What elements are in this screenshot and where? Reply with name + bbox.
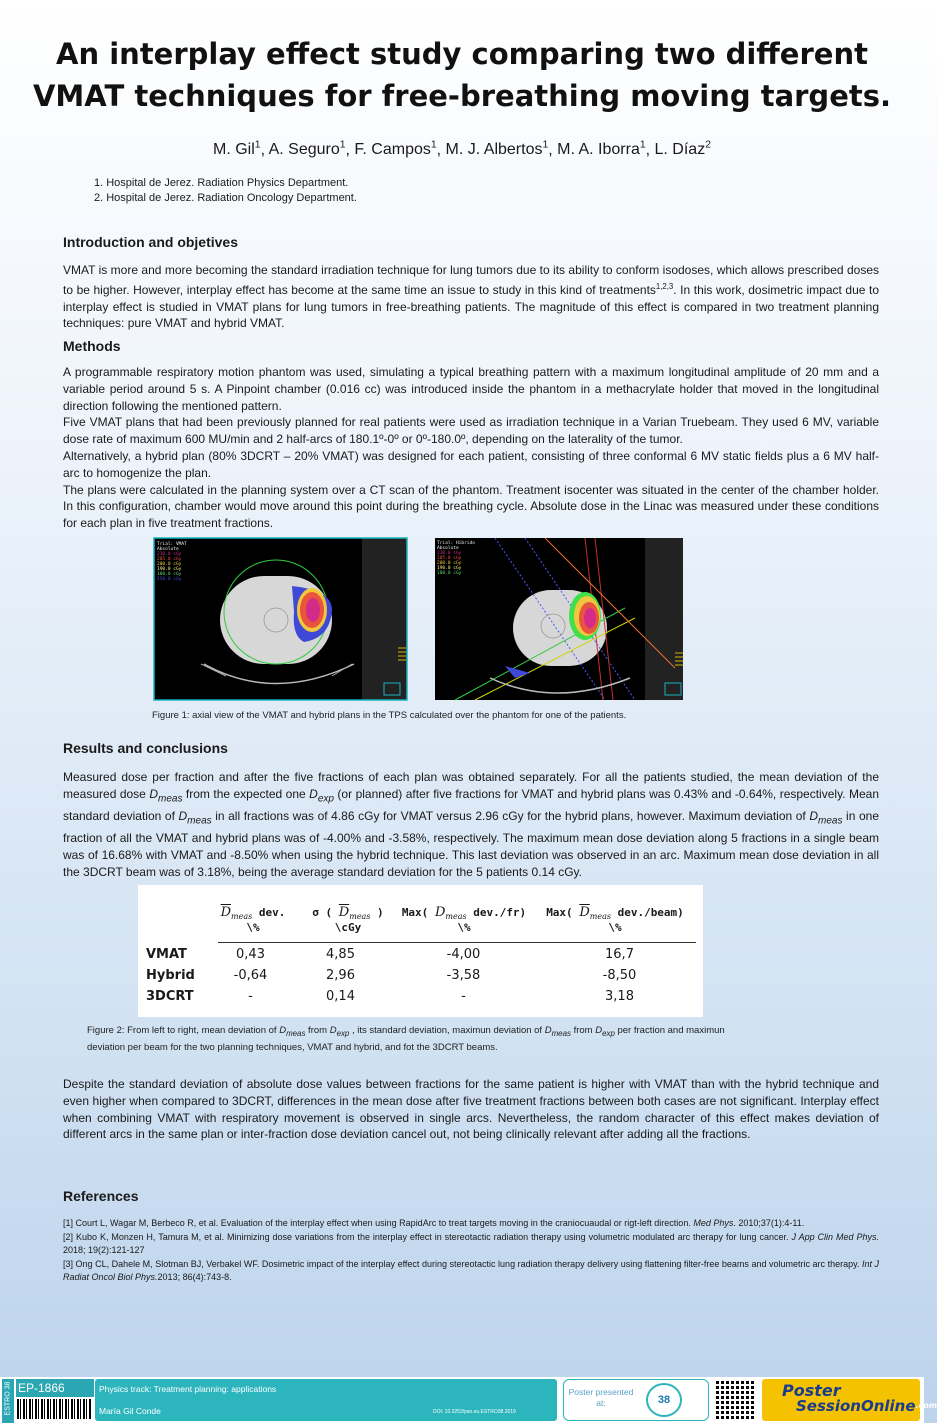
- vmat-isodose-190-label: 190.0 cGy: [157, 567, 182, 572]
- methods-paragraph-1: A programmable respiratory motion phantom was used, simulating a typical breathing pattern with a maximum longitudinal amplitude of 20 mm and a variable period around 5 s. A Pinpoint chamber (0.016 cc) was introduced inside the phantom in a methacrylate holder that moved in the longitudinal direction following the mentioned pattern.: [63, 365, 879, 413]
- table-cell: -3,58: [446, 968, 481, 983]
- author-name: M. Gil$^1$: [213, 140, 261, 159]
- qr-code-icon: [716, 1381, 756, 1419]
- poster-title: An interplay effect study comparing two different VMAT techniques for free-breathing moving targets.: [32, 37, 892, 113]
- vmat-absolute-label: Absolute: [157, 547, 179, 552]
- hybrid-isodose-200-label: 200.0 cGy: [437, 561, 462, 566]
- author-name: L. Díaz$^2$: [654, 140, 711, 159]
- hybrid-isodose-205-label: 205.0 cGy: [437, 556, 462, 561]
- table-row-label-3dcrt: 3DCRT: [146, 989, 194, 1004]
- methods-heading: Methods: [63, 338, 121, 354]
- affiliation-2: 2. Hospital de Jerez. Radiation Oncology Department.: [94, 192, 357, 204]
- vmat-isodose-180-label: 180.0 cGy: [157, 572, 182, 577]
- vmat-isodose-150-label: 150.0 cGy: [157, 577, 182, 582]
- table-cell: 16,7: [605, 947, 634, 962]
- methods-paragraph-2: Five VMAT plans that had been previously planned for real patients were used as irradiation technique in a Varian Truebeam. They used 6 MV, variable dose rate of maximum 600 MU/min and 2 half-arcs of 180.1º-0º or 0º-180.0º, depending on the laterality of the tumor.: [63, 415, 879, 447]
- estro-logo-icon: 38: [646, 1383, 682, 1417]
- table-cell: -: [248, 989, 253, 1004]
- conclusion-text: Despite the standard deviation of absolute dose values between fractions for the same patient is higher with VMAT than with the hybrid technique and even higher when compared to 3DCRT, differences in the mean dose after five treatment fractions between both cases are not significant. Interplay effect when combining VMAT with respiratory movement is observed in single arcs. Nevertheless, the random character of this effect makes deviation of different arcs in the same plan or inter-fraction dose deviation cancel out, not being clinically relevant after adding all the fractions.: [63, 1077, 879, 1142]
- methods-text: [63, 364, 879, 532]
- table-cell: 3,18: [605, 989, 634, 1004]
- footer-track-panel: [95, 1379, 557, 1421]
- intro-heading: Introduction and objetives: [63, 234, 239, 250]
- author-name: M. A. Iborra$^1$: [557, 140, 646, 159]
- vmat-isodose-205-label: 205.0 cGy: [157, 557, 182, 562]
- hybrid-isodose-190-label: 190.0 cGy: [437, 566, 462, 571]
- reference-3: [3] Ong CL, Dahele M, Slotman BJ, Verbakel WF. Dosimetric impact of the interplay effect during stereotactic lung radiation therapy delivery using flattening filter-free beams and volumetric arc therapy. Int J Radiat Oncol Biol Phys.2013; 86(4):743-8.: [63, 1259, 879, 1282]
- hybrid-trial-label: Trial: Hibrido: [437, 541, 475, 546]
- presented-at-box: [563, 1379, 709, 1421]
- hybrid-absolute-label: Absolute: [437, 546, 459, 551]
- references-heading: References: [63, 1188, 139, 1204]
- table-header-max-dev-fraction: Max( $D_{meas}$ dev./fr) \%: [401, 905, 527, 935]
- barcode-icon: [17, 1399, 91, 1419]
- table-cell: -0,64: [233, 968, 268, 983]
- table-row-label-vmat: VMAT: [146, 947, 187, 962]
- table-header-rule: [218, 942, 696, 943]
- figure1-caption: Figure 1: axial view of the VMAT and hybrid plans in the TPS calculated over the phantom for one of the patients.: [152, 710, 627, 721]
- affiliation-1: 1. Hospital de Jerez. Radiation Physics Department.: [94, 177, 349, 189]
- presented-at-text: Poster presented at:: [568, 1387, 634, 1408]
- hybrid-isodose-210-label: 210.0 cGy: [437, 551, 462, 556]
- table-cell: -: [461, 989, 466, 1004]
- poster-code: EP-1866: [16, 1379, 94, 1397]
- vmat-isodose-200-label: 200.0 cGy: [157, 562, 182, 567]
- table-header-mean-dev: $\overline{D}_{meas}$ dev. \%: [220, 905, 286, 935]
- results-text: Measured dose per fraction and after the five fractions of each plan was obtained separately. For all the patients studied, the mean deviation of the measured dose $D_{meas}$ from the expected one $D_{exp}$ (or planned) after five fractions for VMAT and hybrid plans was 0.43% and -0.64%, respectively. Mean standard deviation of $D_{meas}$ in all fractions was of 4.86 cGy for VMAT versus 2.96 cGy for the hybrid plans, however. Maximum deviation of $D_{meas}$ in one fraction of all the VMAT and hybrid plans was of -4.00% and -3.58%, respectively. The maximum mean dose deviation along 5 fractions in a single beam was of 16.68% with VMAT and -8.50% when using the hybrid technique. This last deviation was observed in an arc. Maximum mean dose deviation in all the 3DCRT beam was of 3.18%, being the average standard deviation for the 5 patients 0.14 cGy.: [63, 770, 879, 879]
- figure1-vmat-image: [154, 538, 407, 700]
- reference-1: [1] Court L, Wagar M, Berbeco R, et al. Evaluation of the interplay effect when using RapidArc to treat targets moving in the craniocuaudal or rigt-left direction. Med Phys. 2010;37(1):4-11.: [63, 1218, 805, 1228]
- vmat-isodose-210-label: 210.0 cGy: [157, 552, 182, 557]
- table-header-max-dev-beam: Max( $\overline{D}_{meas}$ dev./beam) \%: [546, 905, 684, 935]
- table-cell: -8,50: [602, 968, 637, 983]
- footer-bar: [0, 1375, 937, 1423]
- methods-paragraph-3: Alternatively, a hybrid plan (80% 3DCRT – 20% VMAT) was designed for each patient, consisting of three conformal 6 MV static fields plus a 6 MV half-arc to homogenize the plan.: [63, 448, 879, 480]
- intro-text: VMAT is more and more becoming the standard irradiation technique for lung tumors due to its ability to conform isodoses, which allows prescribed doses to be higher. However, interplay effect has become at the same time an issue to study in this kind of treatments$^{1,2,3}$. In this work, dosimetric impact due to interplay effect is studied in VMAT plans for lung tumors in free-breathing patients. The magnitude of this effect is compared in two treatment planning techniques: pure VMAT and hybrid VMAT.: [63, 263, 880, 331]
- methods-paragraph-4: The plans were calculated in the planning system over a CT scan of the phantom. Treatment isocenter was situated in the center of the chamber holder. In this configuration, chamber would move around this point during the breathing cycle. Absolute dose in the Linac was measured under these conditions for each plan in five treatment fractions.: [63, 482, 879, 531]
- hybrid-isodose-180-label: 180.0 cGy: [437, 571, 462, 576]
- reference-2: [2] Kubo K, Monzen H, Tamura M, et al. Minimizing dose variations from the interplay effect in stereotactic radiation therapy using volumetric modulated arc therapy for lung cancer. J App Clin Med Phys. 2018; 19(2):121-127: [63, 1232, 879, 1255]
- author-name: A. Seguro$^1$: [268, 140, 346, 159]
- table-header-std-dev: σ ( $\overline{D}_{meas}$ ) \cGy: [312, 905, 384, 935]
- table-cell: 4,85: [326, 947, 355, 962]
- figure2-caption: Figure 2: From left to right, mean deviation of $D_{meas}$ from $D_{exp}$ , its standard deviation, maximun deviation of $D_{meas}$ from $D_{exp}$ per fraction and maximun deviation per beam for the two planning techniques, VMAT and hybrid, and fot the 3DCRT beams.: [87, 1025, 725, 1053]
- results-heading: Results and conclusions: [63, 740, 228, 756]
- affiliations: [94, 176, 357, 206]
- footer-doi: DOI: 10.3252/pso.eu.ESTRO38.2019: [433, 1409, 516, 1415]
- references-list: [63, 1217, 879, 1285]
- table-cell: 0,43: [236, 947, 265, 962]
- vmat-trial-label: Trial: VMAT: [157, 542, 187, 547]
- author-name: F. Campos$^1$: [354, 140, 437, 159]
- author-name: M. J. Albertos$^1$: [445, 140, 549, 159]
- table-cell: 2,96: [326, 968, 355, 983]
- footer-track: Physics track: Treatment planning: applications: [99, 1384, 277, 1394]
- footer-side-tab: ESTRO 38: [2, 1379, 14, 1423]
- results-table: [138, 885, 703, 1017]
- table-row-label-hybrid: Hybrid: [146, 968, 195, 983]
- footer-author: María Gil Conde: [99, 1406, 161, 1416]
- table-cell: -4,00: [446, 947, 481, 962]
- author-list: M. Gil$^1$, A. Seguro$^1$, F. Campos$^1$, M. J. Albertos$^1$, M. A. Iborra$^1$, L. Díaz$^2$: [213, 140, 711, 159]
- table-cell: 0,14: [326, 989, 355, 1004]
- figure1-hybrid-image: [435, 538, 683, 700]
- poster-session-online-logo[interactable]: Poster SessionOnline$^{.com}$: [762, 1379, 920, 1421]
